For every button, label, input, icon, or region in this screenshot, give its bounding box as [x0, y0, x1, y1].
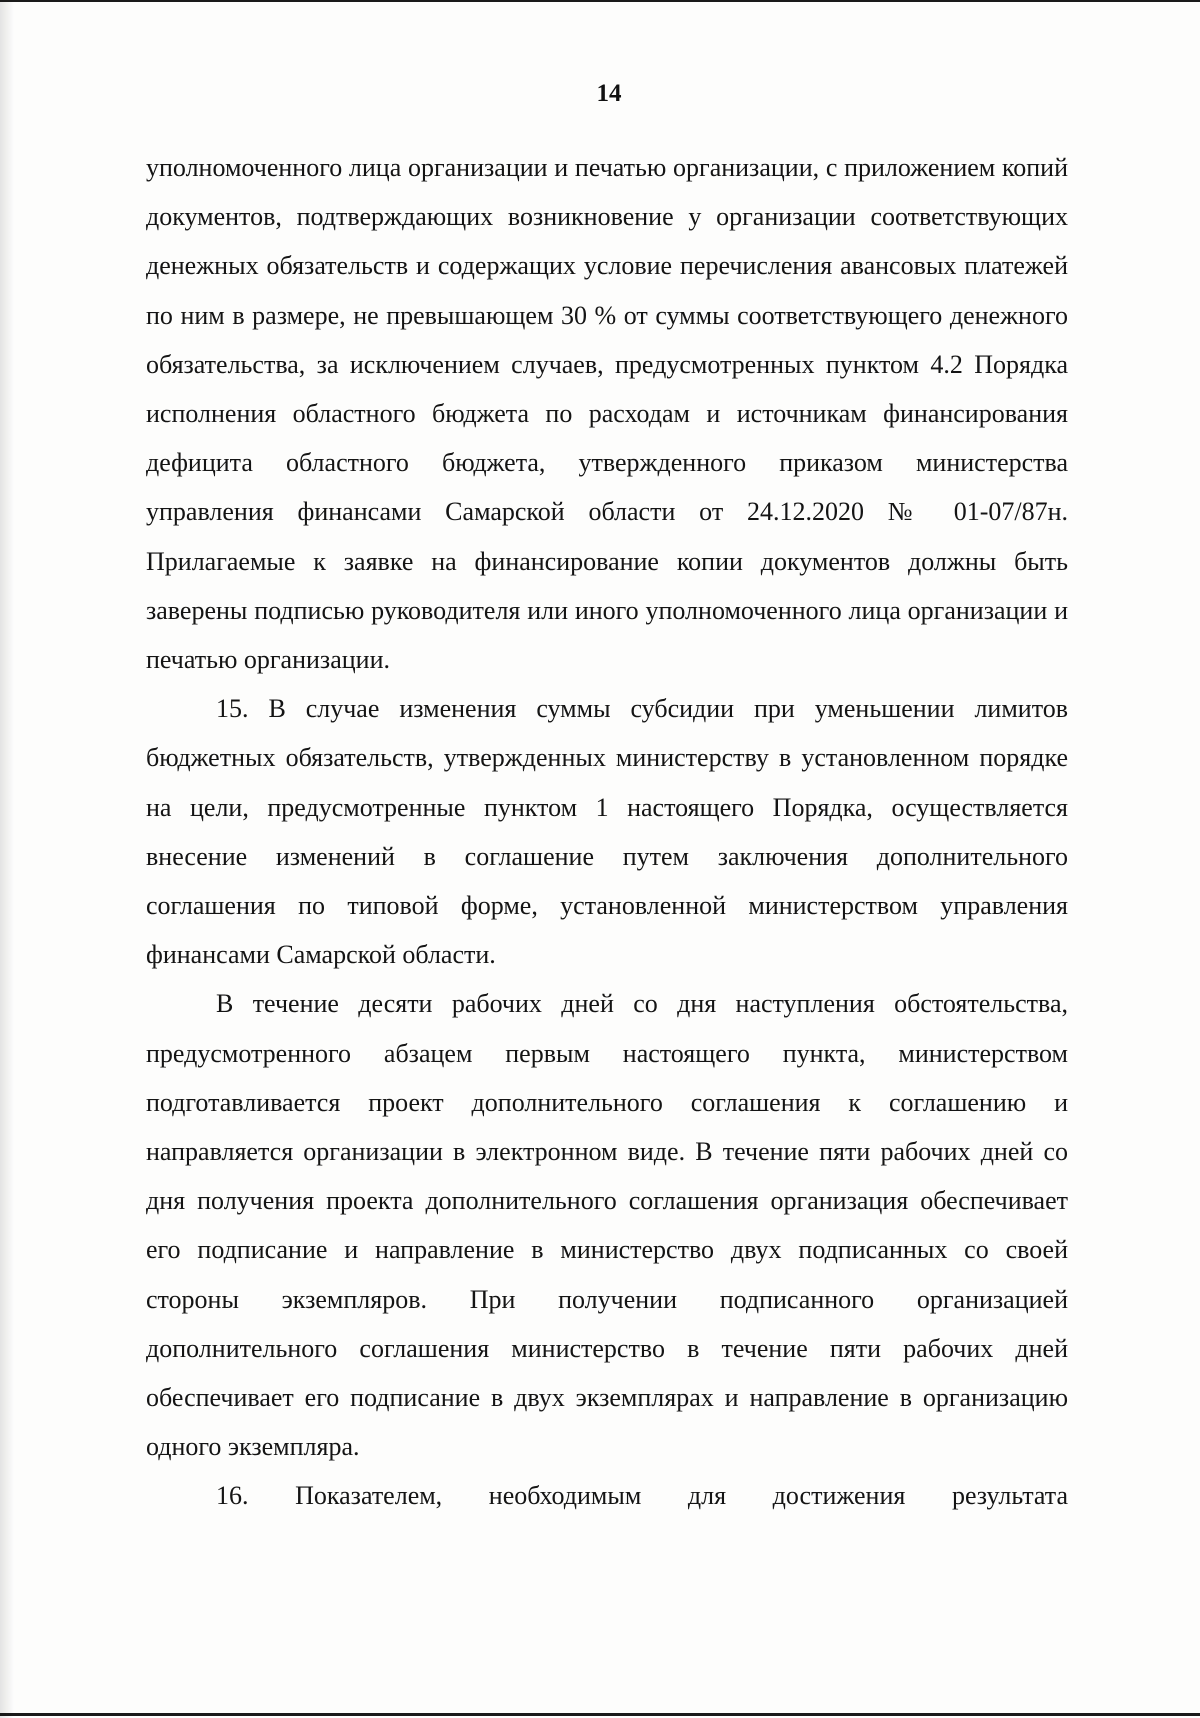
document-body — [146, 143, 1068, 1521]
scan-edge-shadow — [0, 2, 14, 1718]
paragraph-item-16: 16. Показателем, необходимым для достижения результата — [216, 1481, 1068, 1511]
paragraph-item-15: 15. В случае изменения суммы субсидии при уменьшении лимитов бюджетных обязательств, утвержденных министерству в установленном порядке на цели, предусмотренные пунктом 1 настоящего Порядка, осуществляется внесение изменений в соглашение путем заключения дополнительного соглашения по типовой форме, установленной министерством управления финансами Самарской области. — [146, 694, 1068, 970]
paragraph-item-15-second: В течение десяти рабочих дней со дня наступления обстоятельства, предусмотренного абзацем первым настоящего пункта, министерством подготавливается проект дополнительного соглашения к соглашению и направляется организации в электронном виде. В течение пяти рабочих дней со дня получения проекта дополнительного соглашения организация обеспечивает его подписание и направление в министерство двух подписанных со своей стороны экземпляров. При получении подписанного организацией дополнительного соглашения министерство в течение пяти рабочих дней обеспечивает его подписание в двух экземплярах и направление в организацию одного экземпляра. — [146, 989, 1068, 1462]
paragraph-continuation: уполномоченного лица организации и печатью организации, с приложением копий документов, подтверждающих возникновение у организации соответствующих денежных обязательств и содержащих условие перечисления авансовых платежей по ним в размере, не превышающем 30 % от суммы соответствующего денежного обязательства, за исключением случаев, предусмотренных пунктом 4.2 Порядка исполнения областного бюджета по расходам и источникам финансирования дефицита областного бюджета, утвержденного приказом министерства управления финансами Самарской области от 24.12.2020 № 01-07/87н. Прилагаемые к заявке на финансирование копии документов должны быть заверены подписью руководителя или иного уполномоченного лица организации и печатью организации. — [146, 153, 1068, 675]
page-number: 14 — [596, 80, 622, 107]
